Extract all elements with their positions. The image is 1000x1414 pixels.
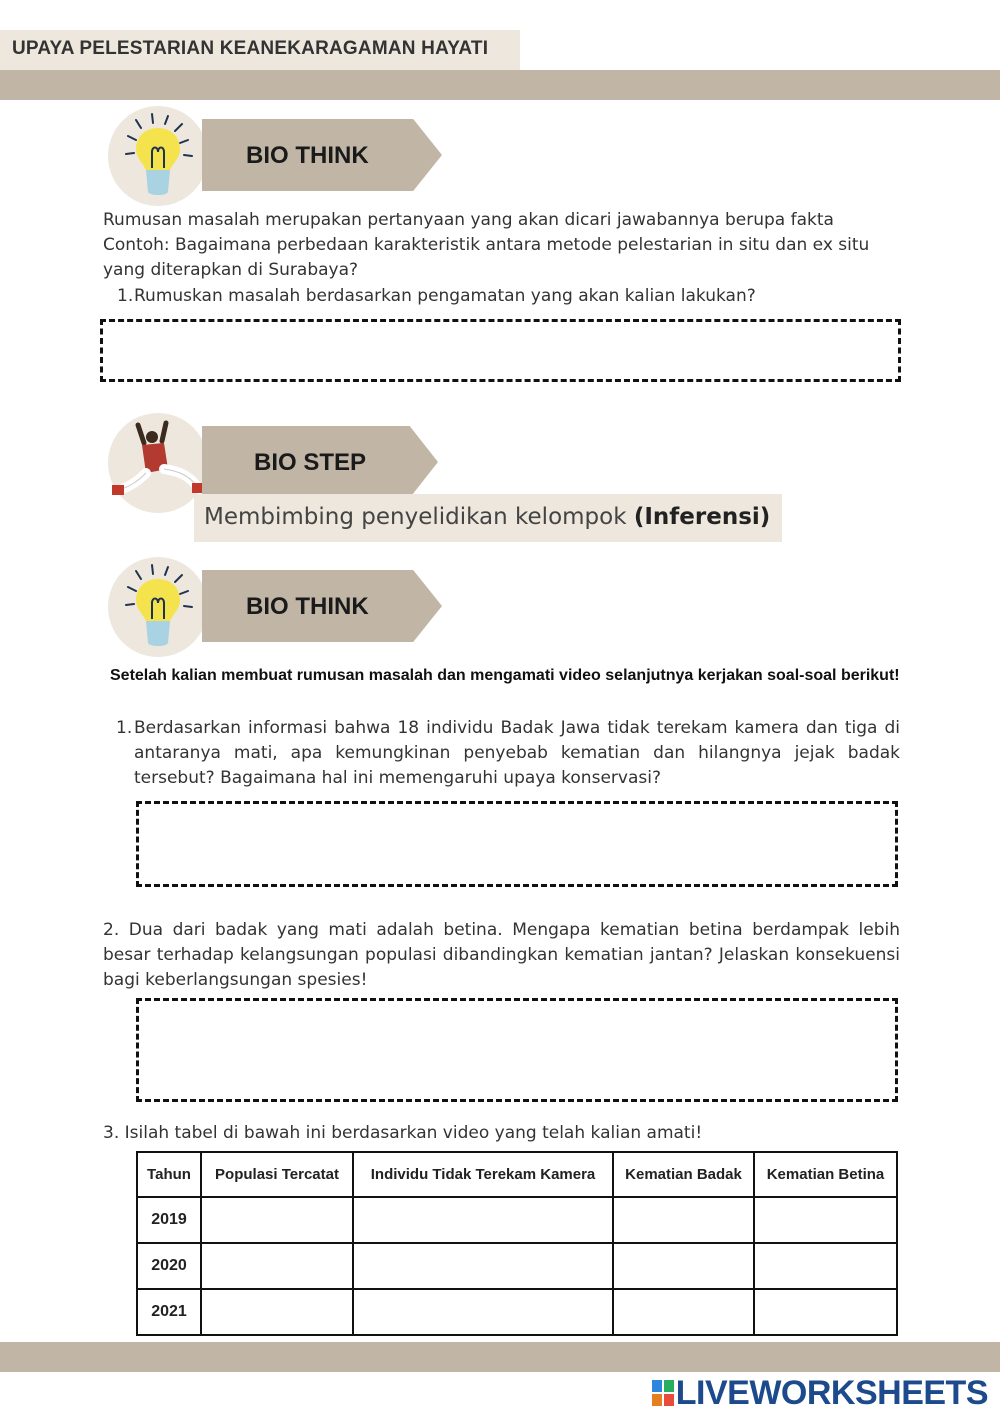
input-cell[interactable]: [754, 1243, 897, 1289]
column-header: Populasi Tercatat: [201, 1152, 353, 1197]
intro-line: yang diterapkan di Surabaya?: [103, 260, 359, 280]
bio-think-label: BIO THINK: [246, 142, 369, 169]
input-cell[interactable]: [201, 1243, 353, 1289]
table-row: [137, 1197, 897, 1243]
column-header: Individu Tidak Terekam Kamera: [353, 1152, 613, 1197]
logo-text: LIVEWORKSHEETS: [675, 1374, 988, 1412]
input-cell[interactable]: [353, 1243, 613, 1289]
input-cell[interactable]: [353, 1197, 613, 1243]
input-cell[interactable]: [754, 1289, 897, 1335]
section-subtitle: [204, 504, 770, 530]
page-title: UPAYA PELESTARIAN KEANEKARAGAMAN HAYATI: [12, 38, 489, 59]
intro-line: Contoh: Bagaimana perbedaan karakteristik antara metode pelestarian in situ dan ex situ: [103, 235, 870, 255]
input-cell[interactable]: [613, 1289, 754, 1335]
year-cell: 2021: [137, 1289, 201, 1335]
input-cell[interactable]: [613, 1197, 754, 1243]
year-cell: 2020: [137, 1243, 201, 1289]
input-cell[interactable]: [201, 1289, 353, 1335]
subtitle-emphasis: (Inferensi): [633, 504, 771, 530]
question-1-number: 1.: [117, 286, 134, 306]
intro-text: [103, 208, 903, 283]
question-2-text: 2. Dua dari badak yang mati adalah betina. Mengapa kematian betina berdampak lebih besar terhadap kelangsungan populasi dibandingkan kematian jantan? Jelaskan konsekuensi bagi keberlangsungan spesies!: [103, 920, 900, 990]
table-row: [137, 1243, 897, 1289]
answer-box-question-1[interactable]: [136, 801, 898, 887]
lightbulb-icon: [108, 557, 208, 657]
table-header-row: [137, 1152, 897, 1197]
column-header: Kematian Betina: [754, 1152, 897, 1197]
running-person-icon: [108, 413, 208, 513]
column-header: Tahun: [137, 1152, 201, 1197]
input-cell[interactable]: [754, 1197, 897, 1243]
liveworksheets-logo[interactable]: [652, 1374, 988, 1413]
header-bar: [0, 70, 1000, 100]
instruction-text: Setelah kalian membuat rumusan masalah dan mengamati video selanjutnya kerjakan soal-soal berikut!: [110, 667, 900, 684]
data-table: [136, 1151, 898, 1336]
table-row: [137, 1289, 897, 1335]
lightbulb-icon: [108, 106, 208, 206]
bio-step-label: BIO STEP: [254, 449, 367, 476]
column-header: Kematian Badak: [613, 1152, 754, 1197]
intro-line: Rumusan masalah merupakan pertanyaan yang akan dicari jawabannya berupa fakta: [103, 210, 834, 230]
input-cell[interactable]: [353, 1289, 613, 1335]
bio-think-label: BIO THINK: [246, 593, 369, 620]
answer-box-question-2[interactable]: [136, 998, 898, 1102]
subtitle-text: Membimbing penyelidikan kelompok: [204, 504, 634, 530]
running-person-icon-circle: [108, 413, 208, 513]
year-cell: 2019: [137, 1197, 201, 1243]
question-1-number: 1.: [116, 718, 133, 738]
input-cell[interactable]: [201, 1197, 353, 1243]
liveworksheets-logo-icon: [652, 1380, 674, 1406]
answer-box-problem-statement[interactable]: [100, 319, 901, 382]
footer-bar: [0, 1342, 1000, 1372]
question-3-text: 3. Isilah tabel di bawah ini berdasarkan video yang telah kalian amati!: [103, 1123, 703, 1143]
question-1-text: Berdasarkan informasi bahwa 18 individu Badak Jawa tidak terekam kamera dan tiga di antaranya mati, apa kemungkinan penyebab kematian dan hilangnya jejak badak tersebut? Bagaimana hal ini memengaruhi upaya konservasi?: [134, 718, 900, 788]
lightbulb-icon-circle: [108, 557, 208, 657]
input-cell[interactable]: [613, 1243, 754, 1289]
lightbulb-icon-circle: [108, 106, 208, 206]
question-1-text: Rumuskan masalah berdasarkan pengamatan yang akan kalian lakukan?: [134, 286, 756, 306]
